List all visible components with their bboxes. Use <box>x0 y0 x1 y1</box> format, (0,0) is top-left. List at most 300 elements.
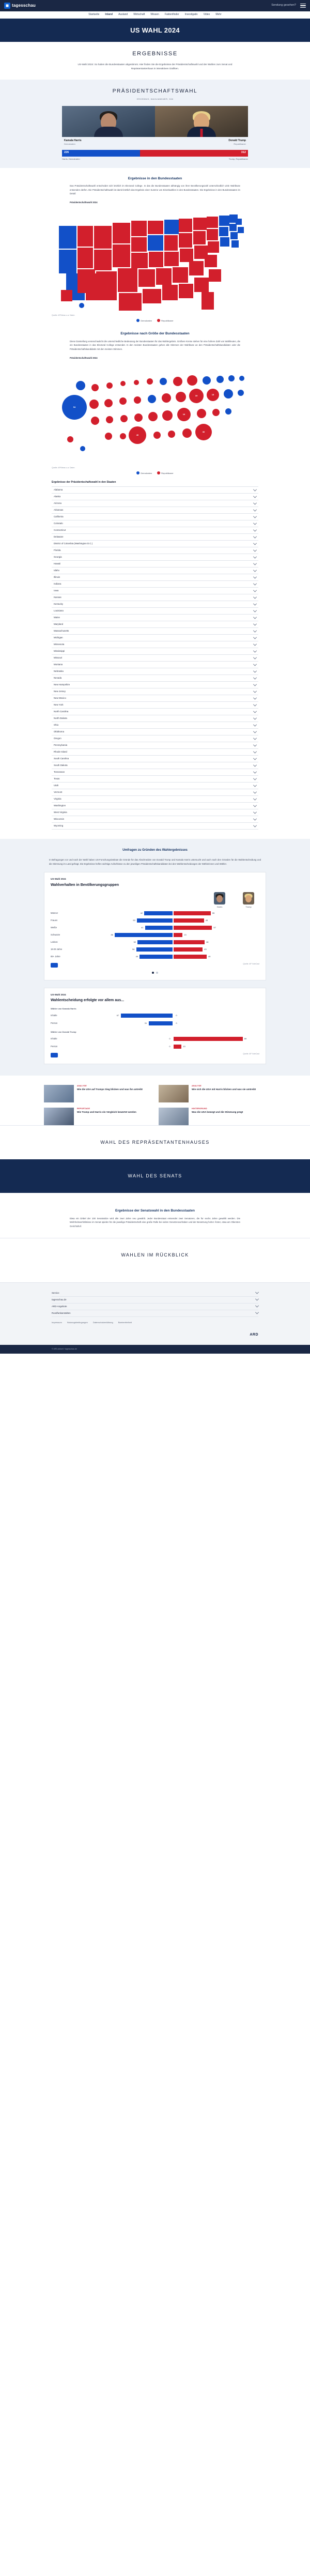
state-accordion-row[interactable] <box>52 688 258 695</box>
state-accordion-row[interactable] <box>52 756 258 762</box>
state-accordion-row[interactable] <box>52 742 258 749</box>
legend-dem-2: Demokraten <box>136 471 152 475</box>
page-title: US WAHL 2024 <box>130 26 180 34</box>
state-name: Indiana <box>54 582 61 586</box>
chevron-down-icon <box>253 810 257 814</box>
chevron-down-icon <box>253 736 257 740</box>
state-name: Washington <box>54 804 66 807</box>
state-accordion-row[interactable] <box>52 520 258 527</box>
chevron-down-icon <box>253 561 257 565</box>
survey-bar-row <box>51 947 259 953</box>
results-section <box>0 42 310 80</box>
legend-dem: Demokraten <box>136 319 152 323</box>
footer-wrap <box>52 1290 258 1345</box>
survey1-col-heads <box>51 892 259 909</box>
state-accordion-row[interactable] <box>52 534 258 541</box>
map-caption: Präsidentschaftswahl 2024 <box>70 201 98 204</box>
map-legend <box>52 319 258 323</box>
state-name: Illinois <box>54 576 60 579</box>
state-name: District of Columbia (Washington D.C.) <box>54 542 93 545</box>
survey-bar-value-rep: 43 <box>204 948 207 951</box>
bubble-caption: Präsidentschaftswahl 2024 <box>70 356 98 359</box>
teaser-image <box>159 1108 189 1125</box>
survey-bar-value-dem: 41 <box>141 926 144 929</box>
survey-bar-label: Männer <box>51 912 58 915</box>
state-accordion-row[interactable] <box>52 796 258 803</box>
bubble-source: Quelle: AP/News u.a. Daten <box>52 467 75 469</box>
chevron-down-icon <box>253 602 257 605</box>
chevron-down-icon <box>253 548 257 551</box>
survey2-title: Wahlentscheidung erfolgte vor allem aus... <box>51 999 125 1003</box>
state-name: Kentucky <box>54 603 64 606</box>
chevron-down-icon <box>253 696 257 699</box>
state-name: Florida <box>54 549 61 552</box>
survey-bar-row <box>51 1013 259 1019</box>
state-name: Arizona <box>54 502 61 505</box>
survey1-dots[interactable] <box>51 972 259 974</box>
state-name: Idaho <box>54 569 59 572</box>
footer-row-2[interactable]: ARD-Angebote <box>52 1304 258 1310</box>
nav-item-0[interactable]: Startseite <box>88 12 100 16</box>
state-accordion-row[interactable] <box>52 816 258 823</box>
state-name: Alabama <box>54 488 63 492</box>
state-accordion-row[interactable] <box>52 675 258 682</box>
candidate-party-harris: Demokraten <box>64 142 75 145</box>
state-accordion-row[interactable] <box>52 588 258 594</box>
state-accordion-row[interactable] <box>52 803 258 809</box>
state-accordion-row[interactable] <box>52 709 258 715</box>
survey-bar-value-dem: 67 <box>116 1014 119 1017</box>
chevron-down-icon <box>253 521 257 525</box>
site-footer <box>0 1282 310 1345</box>
state-name: Alaska <box>54 495 61 498</box>
survey2-bars-harris <box>51 1013 259 1026</box>
state-accordion-row[interactable] <box>52 554 258 561</box>
us-map-svg <box>52 207 258 313</box>
state-name: Mississippi <box>54 650 65 653</box>
top-bar <box>0 0 310 11</box>
results-lead: US-Wahl 2024: So haben die Bundesstaaten abgestimmt. Hier finden Sie die Ergebnisse der Präsidentschaftswahl und der Wahlen zum Senat und Repräsentantenhaus in interaktiven Grafiken. <box>78 63 233 70</box>
footer-link-3[interactable]: Barrierefreiheit <box>118 1321 132 1324</box>
chevron-down-icon <box>253 575 257 578</box>
state-accordion-row[interactable] <box>52 615 258 621</box>
survey-bar-row <box>51 940 259 945</box>
state-accordion-row[interactable] <box>52 507 258 514</box>
survey-bar-value-dem: 0 <box>169 1045 171 1048</box>
survey2-source: Quelle: AP VoteCast <box>243 1053 259 1055</box>
presidential-band <box>0 80 310 167</box>
survey-bar-row <box>51 1020 259 1026</box>
chevron-down-icon <box>253 689 257 693</box>
svg-text:30: 30 <box>202 431 205 434</box>
bubble-legend <box>52 471 258 475</box>
copyright-bar <box>0 1345 310 1354</box>
survey2-bars-trump <box>51 1036 259 1050</box>
survey2-foot <box>51 1053 259 1057</box>
chevron-down-icon <box>253 642 257 646</box>
chevron-down-icon <box>253 729 257 733</box>
states-results-text: Das Präsidentschaftswahl entscheidet sich letztlich im Electoral College. In das die Bundesstaaten abhängig von ihrer Bevölkerungszahl unterschiedlich viele Wahlleute entsenden dürfen. Die Präsidentschaftswahl ist damit letztlich das Ergebnis einer Summe von Einzelwahlen in den Bundesstaaten. Die Ergebnisse in den Bundesstaaten im Detail: <box>70 184 240 195</box>
logo-icon <box>4 3 10 9</box>
survey1-kicker: US-Wahl 2024 <box>51 878 66 881</box>
state-accordion-row[interactable] <box>52 823 258 830</box>
footer-row-1[interactable]: tagesschau.de <box>52 1297 258 1304</box>
state-accordion-row[interactable] <box>52 722 258 729</box>
survey-bar-label: Latinos <box>51 941 58 944</box>
chevron-down-icon <box>253 723 257 726</box>
state-name: Wisconsin <box>54 818 65 821</box>
surveys-heading: Umfragen zu Gründen des Wahlergebnisses <box>122 849 188 852</box>
state-accordion-row[interactable] <box>52 776 258 783</box>
footer-row-0[interactable]: Service <box>52 1290 258 1297</box>
chevron-down-icon <box>253 770 257 773</box>
svg-text:54: 54 <box>73 406 76 409</box>
state-accordion-row[interactable] <box>52 514 258 520</box>
state-accordion-row[interactable] <box>52 729 258 735</box>
teaser-kicker: REPORTAGE <box>77 1108 90 1110</box>
survey-bar-row <box>51 918 259 924</box>
footer-bottom <box>52 1328 258 1345</box>
state-accordion-row[interactable] <box>52 635 258 641</box>
banner-senate[interactable]: WAHL DES SENATS <box>0 1159 310 1193</box>
survey-bar-value-dem: 52 <box>133 941 136 944</box>
bubble-map-svg <box>52 363 258 464</box>
chevron-down-icon <box>253 588 257 592</box>
survey-bar-value-rep: 49 <box>208 955 211 958</box>
chevron-down-icon <box>253 514 257 518</box>
teaser-title: Wie sich die USA mit Harris blicken und was sie umtreibt <box>192 1088 256 1091</box>
svg-text:40: 40 <box>136 434 139 437</box>
chevron-down-icon <box>253 803 257 807</box>
presidential-heading: PRÄSIDENTSCHAFTSWAHL <box>112 88 198 95</box>
state-name: Rhode Island <box>54 750 67 754</box>
state-accordion-row[interactable] <box>52 702 258 709</box>
chevron-down-icon <box>253 655 257 659</box>
state-name: Massachusetts <box>54 630 69 633</box>
chevron-down-icon <box>253 709 257 713</box>
state-name: Minnesota <box>54 643 65 646</box>
state-name: Nebraska <box>54 670 64 673</box>
senate-states-block <box>0 1200 310 1229</box>
state-name: Oklahoma <box>54 730 65 733</box>
candidates-row <box>62 106 248 148</box>
state-accordion-row[interactable] <box>52 500 258 507</box>
nav-item-6[interactable]: Investigativ <box>184 12 198 16</box>
state-accordion-row[interactable] <box>52 662 258 668</box>
candidate-name-trump: Donald Trump <box>228 139 246 142</box>
state-name: North Carolina <box>54 710 69 713</box>
state-name: New Mexico <box>54 697 66 700</box>
chevron-down-icon <box>253 622 257 625</box>
teaser-kicker: ANALYSE <box>192 1085 202 1087</box>
nav-item-2[interactable]: Ausland <box>118 12 128 16</box>
nav-item-5[interactable]: Faktenfinder <box>164 12 179 16</box>
survey-bar-label: 65+ Jahre <box>51 955 60 958</box>
state-accordion-row[interactable] <box>52 769 258 776</box>
survey-bar-value-rep: 0 <box>176 1014 177 1017</box>
senate-states-title: Ergebnisse der Senatswahl in den Bundesstaaten <box>115 1209 195 1213</box>
teaser-item[interactable] <box>44 1085 151 1102</box>
chevron-down-icon <box>253 776 257 780</box>
sendung-link[interactable]: Sendung gesehen? <box>271 4 296 7</box>
survey-bar-value-dem: 0 <box>169 1037 171 1040</box>
state-accordion-row[interactable] <box>52 547 258 554</box>
survey1-col-trump: Trump <box>241 892 256 909</box>
nav-item-7[interactable]: Video <box>203 12 210 16</box>
state-name: California <box>54 515 64 518</box>
survey-bar-row <box>51 925 259 931</box>
state-name: Arkansas <box>54 509 64 512</box>
state-accordion-row[interactable] <box>52 655 258 662</box>
state-accordion-row[interactable] <box>52 668 258 675</box>
state-name: South Dakota <box>54 764 68 767</box>
state-accordion-row[interactable] <box>52 783 258 789</box>
survey-bar-value-rep: 55 <box>212 912 215 915</box>
state-name: Maine <box>54 616 60 619</box>
candidate-harris <box>62 106 155 148</box>
survey1-foot <box>51 963 259 968</box>
survey-bar-label: Schwarze <box>51 933 60 937</box>
survey-bar-value-rep: 45 <box>205 919 208 922</box>
chevron-down-icon <box>255 1304 259 1308</box>
survey-bar-label: Person <box>51 1022 58 1025</box>
states-accordion <box>52 486 258 830</box>
chevron-down-icon <box>255 1291 259 1294</box>
surveys-intro-wrap <box>44 848 266 866</box>
survey-card-1 <box>44 872 266 980</box>
nav-item-8[interactable]: Mehr <box>215 12 222 16</box>
state-accordion-row[interactable] <box>52 561 258 568</box>
chevron-down-icon <box>253 608 257 612</box>
logo-text: tagesschau <box>12 3 36 8</box>
state-name: Hawaii <box>54 562 61 565</box>
candidate-photo-harris <box>62 106 155 137</box>
chevron-down-icon <box>253 796 257 800</box>
state-accordion-row[interactable] <box>52 608 258 615</box>
hero-banner <box>0 19 310 42</box>
state-name: Delaware <box>54 535 64 539</box>
bubble-title: Ergebnisse nach Größe der Bundesstaaten <box>120 332 190 336</box>
teaser-image <box>159 1085 189 1102</box>
chevron-down-icon <box>253 649 257 652</box>
state-name: Georgia <box>54 556 62 559</box>
banner-house[interactable]: WAHL DES REPRÄSENTANTENHAUSES <box>0 1125 310 1159</box>
state-name: Michigan <box>54 636 63 639</box>
state-accordion-row[interactable] <box>52 621 258 628</box>
survey-bar-value-dem: 49 <box>135 955 138 958</box>
survey-bar-value-rep: 57 <box>213 926 216 929</box>
state-name: West Virginia <box>54 811 67 814</box>
survey1-title: Wahlverhalten in Bevölkerungsgruppen <box>51 883 119 887</box>
candidate-trump <box>155 106 248 148</box>
elector-label-rep: Trump, Republikaner <box>228 157 248 160</box>
svg-text:19: 19 <box>195 394 198 397</box>
survey1-source: Quelle: AP VoteCast <box>243 962 259 965</box>
teaser-image <box>44 1108 74 1125</box>
elector-bar-rep: 312 <box>140 150 248 157</box>
teaser-title: Was die USA bewegt und die Stimmung prägt <box>192 1111 243 1114</box>
results-heading: ERGEBNISSE <box>132 50 178 57</box>
state-name: New York <box>54 703 64 707</box>
us-bubble-map[interactable] <box>52 363 258 475</box>
survey1-bars <box>51 911 259 960</box>
elector-bar-labels <box>62 158 248 161</box>
survey-bar-row <box>51 1036 259 1042</box>
survey1-col-harris: Harris <box>212 892 227 909</box>
footer-link-2[interactable]: Datenschutzerklärung <box>92 1321 113 1324</box>
state-name: Montana <box>54 663 63 666</box>
state-accordion-row[interactable] <box>52 494 258 500</box>
menu-icon[interactable] <box>300 4 306 8</box>
chevron-down-icon <box>253 555 257 558</box>
survey-bar-label: Person <box>51 1045 58 1048</box>
bubble-map-block <box>0 323 310 475</box>
chevron-down-icon <box>253 682 257 686</box>
chevron-down-icon <box>253 508 257 511</box>
legend-rep: Republikaner <box>157 319 174 323</box>
state-name: Ohio <box>54 724 59 727</box>
state-name: Wyoming <box>54 824 64 827</box>
state-name: Iowa <box>54 589 59 592</box>
state-accordion-row[interactable] <box>52 487 258 494</box>
survey-bar-label: Inhalte <box>51 1014 57 1017</box>
state-name: Tennessee <box>54 771 65 774</box>
survey2-sub2: Wähler von Donald Trump <box>51 1031 76 1034</box>
survey2-sub1: Wähler von Kamala Harris <box>51 1007 76 1010</box>
teaser-title: Wie die USA auf Trumps Sieg blicken und was ihn antreibt <box>77 1088 143 1091</box>
teaser-kicker: HINTERGRUND <box>192 1108 207 1110</box>
svg-text:15: 15 <box>211 393 214 396</box>
state-accordion-row[interactable] <box>52 695 258 702</box>
chevron-down-icon <box>253 676 257 679</box>
state-name: Missouri <box>54 656 63 660</box>
survey-bar-value-dem: 86 <box>111 933 113 937</box>
svg-text:16: 16 <box>182 413 185 416</box>
state-accordion-row[interactable] <box>52 628 258 635</box>
survey2-share[interactable] <box>51 1053 58 1057</box>
states-accordion-title: Ergebnisse der Präsidentschaftswahl in den Staaten <box>52 480 116 484</box>
states-results-title: Ergebnisse in den Bundesstaaten <box>128 176 182 180</box>
footer-link-0[interactable]: Impressum <box>52 1321 62 1324</box>
chevron-down-icon <box>253 669 257 672</box>
state-accordion-row[interactable] <box>52 641 258 648</box>
survey-bar-value-dem: 54 <box>132 948 135 951</box>
chevron-down-icon <box>253 541 257 545</box>
state-name: Maryland <box>54 623 64 626</box>
state-accordion-row[interactable] <box>52 762 258 769</box>
chevron-down-icon <box>253 763 257 766</box>
teaser-grid <box>44 1085 266 1125</box>
teaser-title: Wie Trump und Harris ein Vergleich bewertet werden <box>77 1111 136 1114</box>
chevron-down-icon <box>253 756 257 760</box>
state-name: Connecticut <box>54 529 66 532</box>
us-choropleth-map[interactable] <box>52 207 258 323</box>
survey-bar-value-rep: 89 <box>244 1037 247 1040</box>
teaser-image <box>44 1085 74 1102</box>
state-accordion-row[interactable] <box>52 527 258 534</box>
chevron-down-icon <box>255 1297 259 1301</box>
teaser-item[interactable] <box>159 1108 266 1125</box>
chevron-down-icon <box>253 743 257 746</box>
survey-bar-label: Inhalte <box>51 1037 57 1040</box>
chevron-down-icon <box>253 528 257 531</box>
chevron-down-icon <box>253 615 257 619</box>
state-accordion-row[interactable] <box>52 749 258 756</box>
chevron-down-icon <box>253 628 257 632</box>
chevron-down-icon <box>253 749 257 753</box>
teaser-kicker: ANALYSE <box>77 1085 87 1087</box>
copyright-text: © ARD-aktuell / tagesschau.de <box>52 1347 77 1350</box>
chevron-down-icon <box>253 635 257 639</box>
candidate-name-harris: Kamala Harris <box>64 139 82 142</box>
chevron-down-icon <box>253 581 257 585</box>
state-name: Virginia <box>54 798 61 801</box>
states-results-block <box>0 168 310 323</box>
state-accordion-row[interactable] <box>52 682 258 688</box>
top-bar-right <box>271 4 306 8</box>
state-name: North Dakota <box>54 717 67 720</box>
state-name: New Hampshire <box>54 683 70 686</box>
state-accordion-row[interactable] <box>52 735 258 742</box>
state-accordion-row[interactable] <box>52 568 258 574</box>
state-accordion-row[interactable] <box>52 541 258 547</box>
state-accordion-row[interactable] <box>52 789 258 796</box>
footer-row-3[interactable]: Rundfunkanstalten <box>52 1310 258 1317</box>
state-accordion-row[interactable] <box>52 648 258 655</box>
chevron-down-icon <box>253 702 257 706</box>
chevron-down-icon <box>253 783 257 787</box>
survey-bar-row <box>51 954 259 960</box>
survey-bar-label: Frauen <box>51 919 58 922</box>
nav-item-4[interactable]: Wissen <box>150 12 159 16</box>
state-accordion-row[interactable] <box>52 594 258 601</box>
banner-retro[interactable]: WAHLEN IM RÜCKBLICK <box>0 1238 310 1272</box>
nav-item-1[interactable]: Inland <box>105 12 113 16</box>
chevron-down-icon <box>253 595 257 599</box>
surveys-intro: In Befragungen vor und nach der Wahl haben US-Forschungsinstitute die Gründe für das Abschneiden von Donald Trump und Kamala Harris untersucht und auch nach den Gründen für die Wahlentscheidung und die Stimmung im Land gefragt. Die Ergebnisse helfen wichtige Aufschlüsse zu den jeweiligen Präsidentschaftskandidaten bei den Wahlentscheidungen der Wählerinnen und Wähler. <box>49 858 261 865</box>
state-name: Utah <box>54 784 59 787</box>
survey-bar-row <box>51 911 259 916</box>
chevron-down-icon <box>253 662 257 666</box>
site-logo[interactable] <box>4 3 36 9</box>
survey1-share[interactable] <box>51 963 58 968</box>
state-accordion-row[interactable] <box>52 581 258 588</box>
footer-link-1[interactable]: Nutzungsbedingungen <box>67 1321 88 1324</box>
nav-item-3[interactable]: Wirtschaft <box>133 12 145 16</box>
chevron-down-icon <box>253 568 257 572</box>
state-accordion-row[interactable] <box>52 574 258 581</box>
elector-label-dem: Harris, Demokraten <box>62 157 80 160</box>
chevron-down-icon <box>253 716 257 719</box>
chevron-down-icon <box>253 501 257 504</box>
state-accordion-row[interactable] <box>52 809 258 816</box>
state-name: New Jersey <box>54 690 66 693</box>
state-name: Kansas <box>54 596 61 599</box>
survey-bar-row <box>51 932 259 938</box>
senate-states-text: Etwa ein Drittel der 100 Senatssitze wird alle zwei Jahre neu gewählt. Jeder Bundesstaat entsendet zwei Senatoren, die für sechs Jahre gewählt werden. Die Mehrheitsverhältnisse im Senat spielen für die jeweilige Präsidentschaft eine große Rolle bei vielen Gesetzesvorhaben und der Besetzung hoher Ämter, etwa am Obersten Gerichtshof. <box>70 1217 240 1228</box>
survey-bar-value-dem: 53 <box>133 919 135 922</box>
state-accordion-row[interactable] <box>52 601 258 608</box>
survey-bar-label: 18-29 Jahre <box>51 948 63 951</box>
state-accordion-row[interactable] <box>52 715 258 722</box>
chevron-down-icon <box>253 790 257 793</box>
elector-bar-dem: 226 <box>62 150 140 157</box>
teaser-item[interactable] <box>159 1085 266 1102</box>
ard-logo: ARD <box>250 1332 258 1337</box>
chevron-down-icon <box>255 1311 259 1314</box>
teaser-item[interactable] <box>44 1108 151 1125</box>
survey-bar-value-rep: 10 <box>183 1045 185 1048</box>
